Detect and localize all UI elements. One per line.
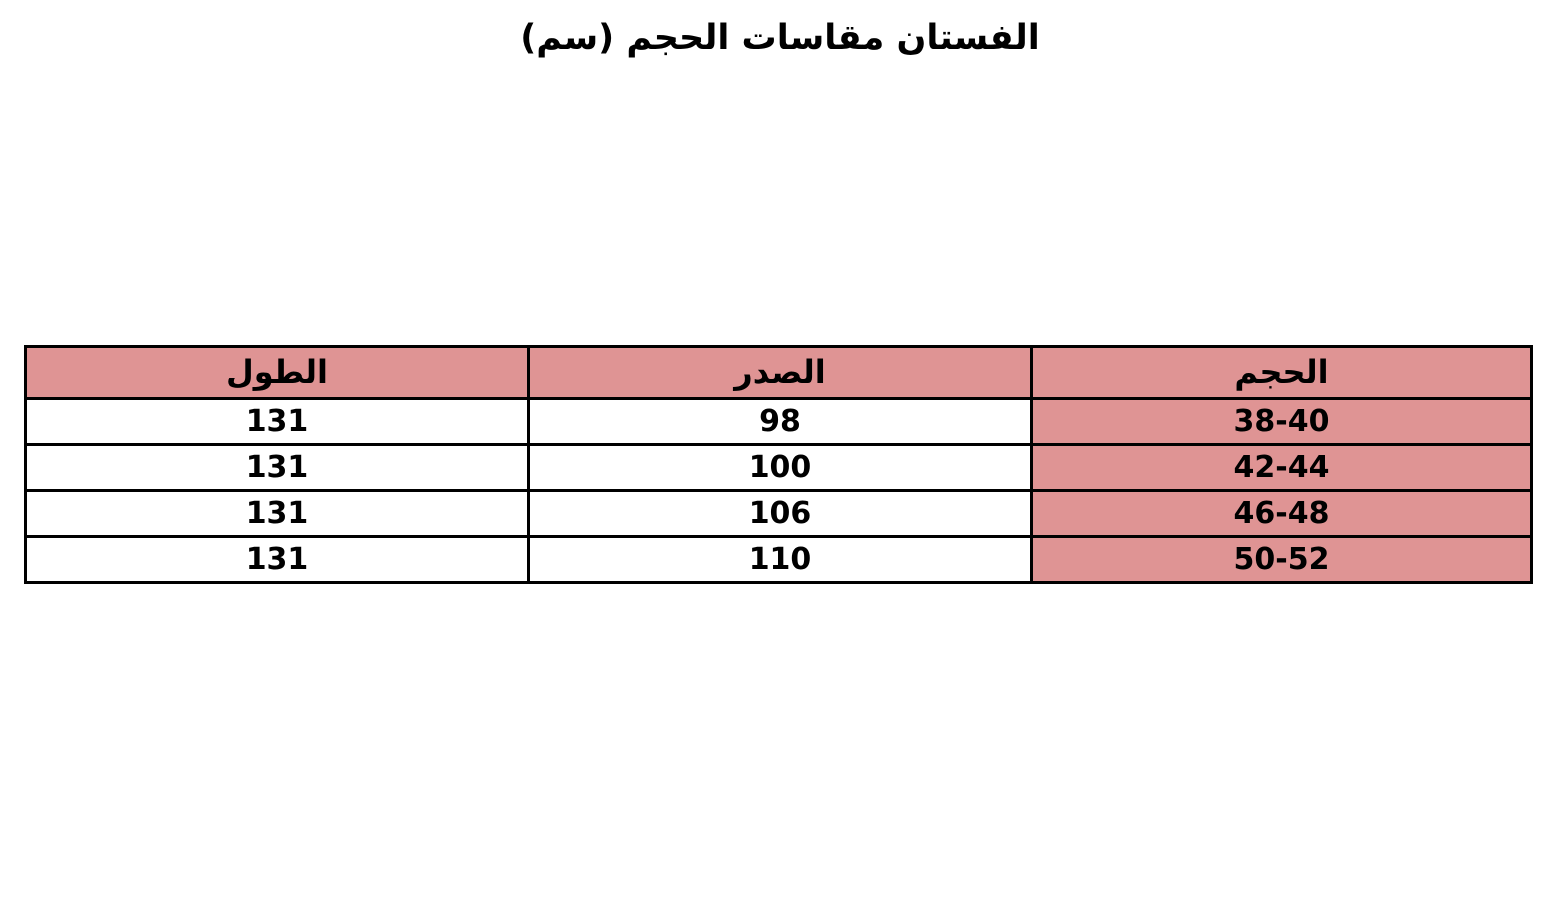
cell-chest-value: 100 [748, 449, 812, 485]
column-header-length: الطول [26, 347, 529, 399]
table-row [26, 537, 1532, 583]
cell-length [26, 491, 529, 537]
table-row [26, 491, 1532, 537]
cell-chest-value: 98 [759, 403, 801, 439]
table-header-row [26, 347, 1532, 399]
cell-size-value: 38-40 [1233, 403, 1330, 439]
cell-chest-value: 110 [748, 541, 812, 577]
cell-length-value: 131 [245, 495, 309, 531]
page-title: الفستان مقاسات الحجم (سم) [520, 18, 1040, 58]
cell-size [1032, 445, 1532, 491]
cell-size [1032, 399, 1532, 445]
column-header-chest: الصدر [529, 347, 1032, 399]
cell-chest [529, 445, 1032, 491]
cell-length-value: 131 [245, 541, 309, 577]
cell-size-value: 42-44 [1233, 449, 1330, 485]
cell-length [26, 537, 529, 583]
cell-size-value: 50-52 [1233, 541, 1330, 577]
cell-length-value: 131 [245, 403, 309, 439]
cell-size [1032, 537, 1532, 583]
cell-size-value: 46-48 [1233, 495, 1330, 531]
table-body [26, 399, 1532, 583]
table-row [26, 399, 1532, 445]
cell-chest [529, 399, 1032, 445]
cell-length [26, 445, 529, 491]
cell-chest-value: 106 [748, 495, 812, 531]
table-header [26, 347, 1532, 399]
size-chart-container [27, 345, 1533, 584]
cell-length-value: 131 [245, 449, 309, 485]
column-header-size: الحجم [1032, 347, 1532, 399]
size-chart-table [24, 345, 1533, 584]
cell-length [26, 399, 529, 445]
cell-size [1032, 491, 1532, 537]
cell-chest [529, 491, 1032, 537]
cell-chest [529, 537, 1032, 583]
table-row [26, 445, 1532, 491]
